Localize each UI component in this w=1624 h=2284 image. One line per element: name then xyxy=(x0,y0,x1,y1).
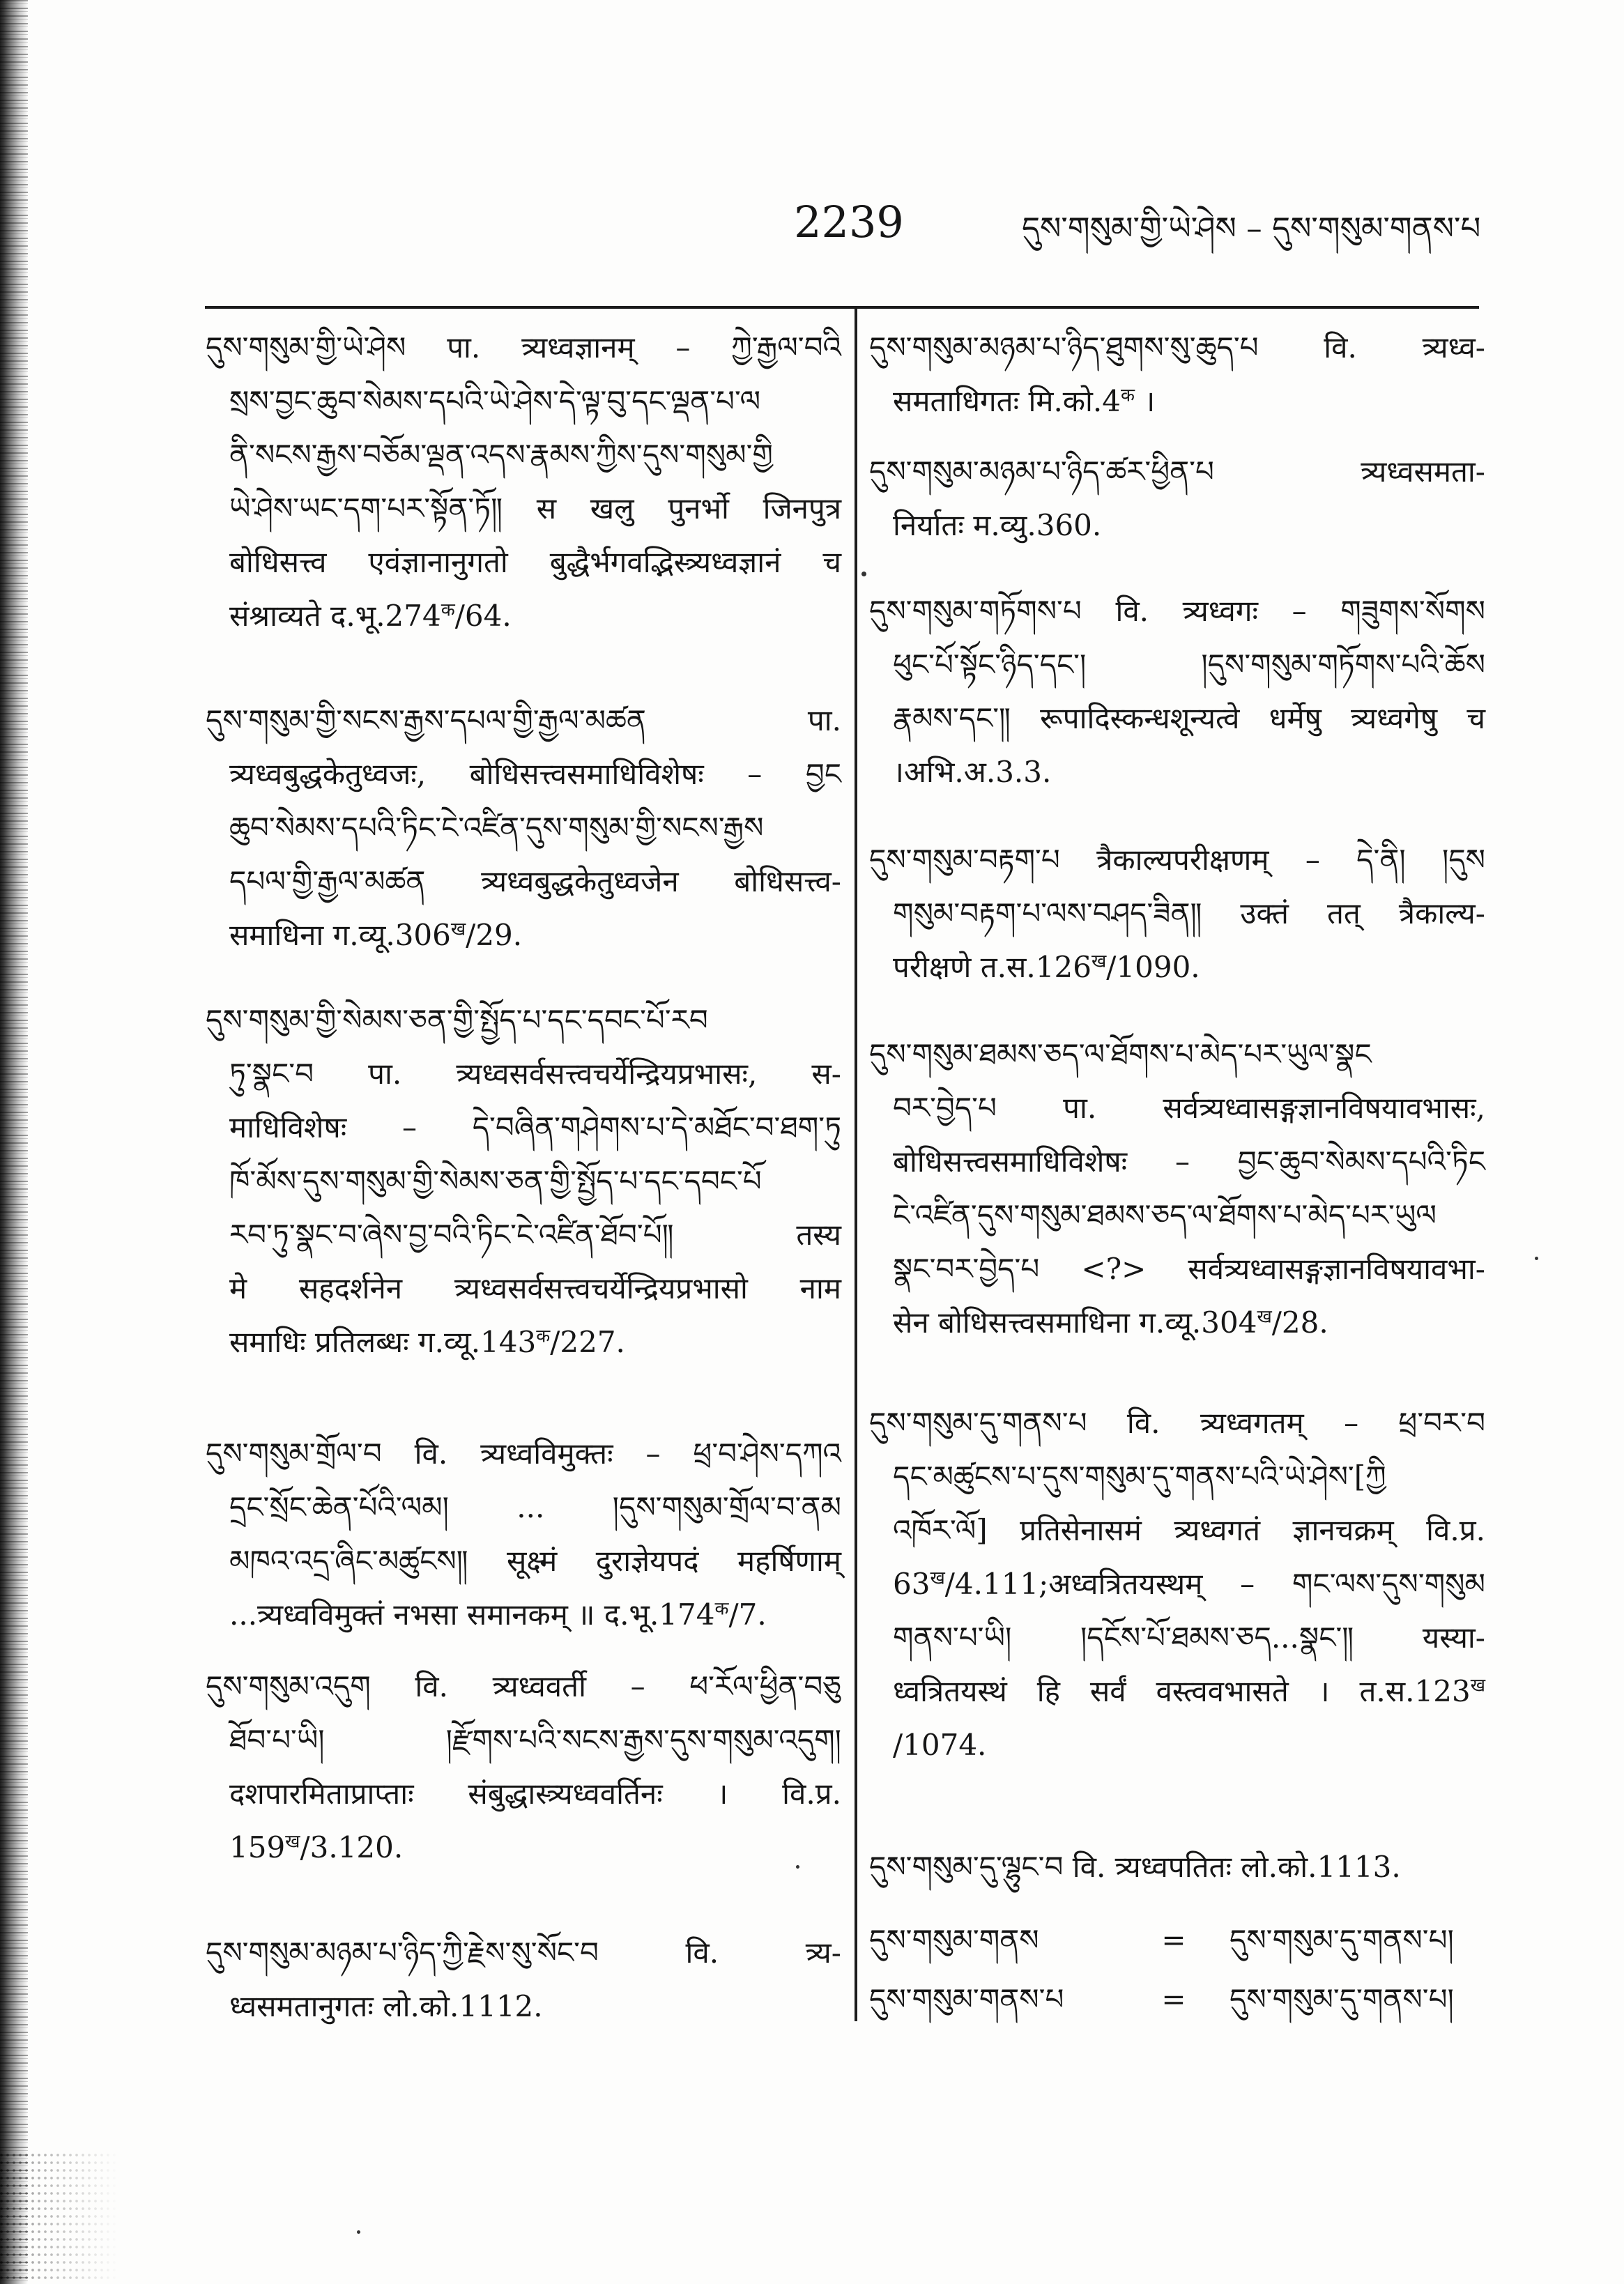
entry-text: /1074. xyxy=(893,1728,987,1762)
entry-line xyxy=(869,1718,1485,1772)
entry-text: ཏུ་སྣང་བ पा. त्र्यध्वसर्वसत्त्वचर्येन्द्रियप्रभासः, स- xyxy=(229,1057,841,1091)
entry-text: /3.120. xyxy=(300,1830,404,1864)
entry-text: དུས་གསུམ་དུ་ལྷུང་བ वि. त्र्यध्वपतितः लो.को.1113. xyxy=(869,1850,1401,1884)
equals-sign: = xyxy=(1161,1923,1186,1957)
entry-text: माधिविशेषः – དེ་བཞིན་གཤེགས་པ་དེ་མཐོང་བ་ཐག་ཏུ xyxy=(229,1110,841,1144)
entry-text: ཕུང་པོ་སྟོང་ཉིད་དང་། །དུས་གསུམ་གཏོགས་པའི་ཆོས xyxy=(893,647,1485,682)
entry-text: /227. xyxy=(550,1325,625,1359)
entry-line xyxy=(869,1081,1485,1135)
entry-text: मे सहदर्शनेन त्र्यध्वसर्वसत्त्वचर्येन्द्रियप्रभासो नाम xyxy=(229,1271,841,1305)
entry-text: དུས་གསུམ་མཉམ་པ་ཉིད་ཀྱི་རྗེས་སུ་སོང་བ वि. त्र्य- xyxy=(206,1936,841,1970)
entry-text: ध्वसमतानुगतः लो.को.1112. xyxy=(229,1989,543,2023)
entry-line xyxy=(206,428,841,482)
entry-headline xyxy=(206,321,841,374)
entry-text: རྣམས་དང་༎ रूपादिस्कन्धशून्यत्वे धर्मेषु त्र्यध्वगेषु च xyxy=(893,701,1485,735)
entry-line xyxy=(206,854,841,908)
entry-text: གསུམ་བརྟག་པ་ལས་བཤད་ཟིན༎ उक्तं तत् त्रैकाल्य- xyxy=(893,896,1485,930)
entry-text: समाधिना ग.व्यू.306 xyxy=(229,918,451,952)
page-number: 2239 xyxy=(794,197,904,247)
entry-text: ཁོ་མོས་དུས་གསུམ་གྱི་སེམས་ཅན་གྱི་སྤྱོད་པ་དང་དབང་པོ xyxy=(229,1164,762,1198)
dictionary-entry xyxy=(206,1926,841,2033)
entry-headline xyxy=(869,584,1485,638)
entry-line xyxy=(206,1154,841,1208)
dictionary-entry xyxy=(206,693,841,962)
entry-headline xyxy=(869,445,1485,498)
entry-line xyxy=(869,374,1485,428)
entry-line xyxy=(206,1480,841,1534)
scan-speck xyxy=(1535,1257,1538,1260)
entry-text: ནི་སངས་རྒྱས་བཅོམ་ལྡན་འདས་རྣམས་ཀྱིས་དུས་གསུམ་གྱི xyxy=(229,438,773,472)
entry-line xyxy=(869,745,1485,799)
entry-line xyxy=(206,1047,841,1101)
entry-headline xyxy=(206,693,841,747)
entry-line xyxy=(206,589,841,643)
entry-line xyxy=(869,1242,1485,1296)
entry-line xyxy=(206,535,841,589)
entry-text: ཐོབ་པ་ཡི། །རྫོགས་པའི་སངས་རྒྱས་དུས་གསུམ་འདུག། xyxy=(229,1723,841,1757)
folio-side-superscript: ख xyxy=(1091,951,1107,972)
entry-text: ध्वत्रितयस्थं हि सर्वं वस्त्ववभासते । त.स.123 xyxy=(893,1674,1471,1708)
entry-text: बोधिसत्त्व एवंज्ञानानुगतो बुद्धैर्भगवद्भिस्त्र्यध्वज्ञानं च xyxy=(229,545,841,579)
entry-text: सेन बोधिसत्त्वसमाधिना ग.व्यू.304 xyxy=(893,1305,1257,1340)
entry-line xyxy=(206,1315,841,1369)
entry-line xyxy=(869,1611,1485,1664)
entry-text: གནས་པ་ཡི། །དངོས་པོ་ཐམས་ཅད...སྣང་༎ यस्या- xyxy=(893,1620,1485,1655)
entry-headline xyxy=(869,833,1485,887)
entry-text: संश्राव्यते द.भू.274 xyxy=(229,599,441,633)
entry-text: ཆུབ་སེམས་དཔའི་ཏིང་ངེ་འཛིན་དུས་གསུམ་གྱི་སངས་རྒྱས xyxy=(229,811,764,845)
column-divider xyxy=(855,309,857,2021)
entry-headline xyxy=(869,1840,1485,1894)
entry-line xyxy=(206,1821,841,1874)
entry-text: परीक्षणे त.स.126 xyxy=(893,950,1091,984)
folio-side-superscript: ख xyxy=(450,919,466,940)
folio-side-superscript: क xyxy=(714,1598,729,1620)
entry-text: ཡེ་ཤེས་ཡང་དག་པར་སྟོན་ཏོ༎ स खलु पुनर्भो जिनपुत्र xyxy=(229,491,841,526)
entry-text: བར་བྱེད་པ पा. सर्वत्र्यध्वासङ्गज्ञानविषयावभासः, xyxy=(893,1091,1485,1125)
entry-line xyxy=(869,1664,1485,1718)
entry-headline xyxy=(869,1396,1485,1450)
entry-line xyxy=(206,1713,841,1767)
entry-text: /7. xyxy=(728,1597,767,1632)
folio-side-superscript: ख xyxy=(285,1831,300,1853)
dictionary-entry xyxy=(869,584,1485,799)
entry-text: 159 xyxy=(229,1830,286,1864)
entry-text: མཁའ་འདྲ་ཞིང་མཚུངས༎ सूक्ष्मं दुराज्ञेयपदं महर्षिणाम् xyxy=(229,1544,841,1578)
entry-line xyxy=(869,1503,1485,1557)
entry-line xyxy=(206,1534,841,1588)
dictionary-entry xyxy=(206,1427,841,1641)
dictionary-entry xyxy=(206,993,841,1369)
entry-line xyxy=(869,940,1485,994)
entry-line xyxy=(206,1979,841,2033)
cross-reference-headword: དུས་གསུམ་གནས xyxy=(869,1923,1039,1957)
folio-side-superscript: क xyxy=(536,1326,551,1347)
entry-text: སྣང་བར་བྱེད་པ <?> सर्वत्र्यध्वासङ्गज्ञानविषयावभा- xyxy=(893,1252,1485,1286)
scan-edge-shadow xyxy=(0,0,28,2284)
dictionary-entry xyxy=(869,321,1485,428)
entry-headline xyxy=(206,1926,841,1979)
entry-line xyxy=(206,1767,841,1821)
entry-text: སྲས་བྱང་ཆུབ་སེམས་དཔའི་ཡེ་ཤེས་དེ་ལྟ་བུ་དང་ལྡན་པ་ལ xyxy=(229,384,761,418)
scan-corner-speckle xyxy=(0,2154,118,2284)
entry-text: དྲང་སྲོང་ཆེན་པོའི་ལམ། ... །དུས་གསུམ་གྲོལ་བ་ནམ xyxy=(229,1490,841,1524)
entry-text: དུས་གསུམ་མཉམ་པ་ཉིད་ཚར་ཕྱིན་པ त्र्यध्वसमता- xyxy=(869,454,1485,489)
entry-line xyxy=(206,482,841,535)
scan-speck xyxy=(861,572,866,576)
entry-line xyxy=(869,887,1485,940)
entry-line xyxy=(869,691,1485,745)
entry-text: དུས་གསུམ་གྱི་སངས་རྒྱས་དཔལ་གྱི་རྒྱལ་མཚན पा. xyxy=(206,703,841,737)
scan-speck xyxy=(357,2230,360,2234)
entry-text: དུས་གསུམ་མཉམ་པ་ཉིད་ཐུགས་སུ་ཆུད་པ वि. त्र्यध्व- xyxy=(869,330,1485,365)
entry-text: དུས་གསུམ་བརྟག་པ त्रैकाल्यपरीक्षणम् – དེ་ནི། །དུས xyxy=(869,843,1485,877)
entry-text: /1090. xyxy=(1106,950,1200,984)
entry-text: འཁོར་ལོ] प्रतिसेनासमं त्र्यध्वगतं ज्ञानचक्रम् वि.प्र. xyxy=(893,1513,1485,1547)
entry-text: 63 xyxy=(893,1567,930,1601)
dictionary-entry xyxy=(206,1660,841,1874)
entry-text: ।अभि.अ.3.3. xyxy=(893,755,1052,789)
cross-reference-target: དུས་གསུམ་དུ་གནས་པ། xyxy=(1230,1982,1454,2016)
cross-reference-entry xyxy=(869,1972,1485,2026)
dictionary-entry xyxy=(869,1396,1485,1772)
entry-line xyxy=(206,908,841,962)
entry-line xyxy=(206,747,841,801)
entry-text: /4.111;अध्वत्रितयस्थम् – གང་ལས་དུས་གསུམ xyxy=(944,1567,1485,1601)
header-rule xyxy=(205,306,1479,309)
folio-side-superscript: ख xyxy=(930,1568,945,1589)
entry-text: /64. xyxy=(454,599,512,633)
entry-line xyxy=(869,1296,1485,1349)
entry-headline xyxy=(206,1660,841,1713)
entry-line xyxy=(206,1101,841,1154)
cross-reference-headword: དུས་གསུམ་གནས་པ xyxy=(869,1982,1064,2016)
running-head: དུས་གསུམ་གྱི་ཡེ་ཤེས – དུས་གསུམ་གནས་པ xyxy=(1022,210,1481,247)
entry-text: निर्यातः म.व्यु.360. xyxy=(893,508,1102,542)
entry-text: དུས་གསུམ་གྲོལ་བ वि. त्र्यध्वविमुक्तः – ཕྲ་བ་ཤེས་དཀའ xyxy=(206,1436,841,1471)
equals-sign: = xyxy=(1161,1982,1186,2016)
folio-side-superscript: ख xyxy=(1257,1306,1272,1328)
entry-text: དུས་གསུམ་ཐམས་ཅད་ལ་ཐོགས་པ་མེད་པར་ཡུལ་སྣང xyxy=(869,1037,1372,1071)
entry-headline xyxy=(869,321,1485,374)
dictionary-entry xyxy=(206,321,841,643)
entry-text: /29. xyxy=(466,918,523,952)
entry-text: དུས་གསུམ་དུ་གནས་པ वि. त्र्यध्वगतम् – ཕྲ་བར་བ xyxy=(869,1406,1485,1440)
dictionary-entry xyxy=(869,445,1485,552)
entry-text: बोधिसत्त्वसमाधिविशेषः – བྱང་ཆུབ་སེམས་དཔའི་ཏིང xyxy=(893,1144,1485,1179)
entry-headline xyxy=(206,993,841,1047)
entry-line xyxy=(869,1557,1485,1611)
entry-line xyxy=(206,1588,841,1641)
entry-line xyxy=(869,498,1485,552)
cross-reference-target: དུས་གསུམ་དུ་གནས་པ། xyxy=(1230,1923,1454,1957)
entry-line xyxy=(869,1450,1485,1503)
entry-line xyxy=(869,1135,1485,1188)
entry-line xyxy=(206,801,841,854)
cross-reference-entry xyxy=(869,1913,1485,1967)
entry-line xyxy=(869,638,1485,691)
entry-text: དུས་གསུམ་གྱི་ཡེ་ཤེས पा. त्र्यध्वज्ञानम् – ཀྱེ་རྒྱལ་བའི xyxy=(206,330,841,365)
entry-text: ...त्र्यध्वविमुक्तं नभसा समानकम् ॥ द.भू.174 xyxy=(229,1597,715,1632)
dictionary-entry xyxy=(869,1027,1485,1349)
entry-text: दशपारमिताप्राप्ताः संबुद्धास्त्र्यध्ववर्तिनः । वि.प्र. xyxy=(229,1777,841,1811)
entry-text: । xyxy=(1135,384,1156,418)
entry-text: དུས་གསུམ་གཏོགས་པ वि. त्र्यध्वगः – གཟུགས་སོགས xyxy=(869,594,1485,628)
entry-text: /28. xyxy=(1271,1305,1328,1340)
entry-text: དཔལ་གྱི་རྒྱལ་མཚན त्र्यध्वबुद्धकेतुध्वजेन बोधिसत्त्व- xyxy=(229,864,841,898)
folio-side-superscript: क xyxy=(1121,385,1135,406)
dictionary-entry xyxy=(869,1840,1485,1894)
entry-line xyxy=(206,374,841,428)
entry-text: समताधिगतः मि.को.4 xyxy=(893,384,1121,418)
entry-text: त्र्यध्वबुद्धकेतुध्वजः, बोधिसत्त्वसमाधिविशेषः – བྱང xyxy=(229,757,841,791)
entry-line xyxy=(869,1188,1485,1242)
dictionary-entry xyxy=(869,833,1485,994)
folio-side-superscript: ख xyxy=(1470,1675,1485,1696)
entry-text: དུས་གསུམ་འདུག वि. त्र्यध्ववर्ती – ཕ་རོལ་ཕྱིན་བཅུ xyxy=(206,1669,841,1703)
entry-line xyxy=(206,1262,841,1315)
folio-side-superscript: क xyxy=(441,599,455,621)
entry-text: དང་མཚུངས་པ་དུས་གསུམ་དུ་གནས་པའི་ཡེ་ཤེས་[ཀྱི xyxy=(893,1459,1386,1494)
entry-text: རབ་ཏུ་སྣང་བ་ཞེས་བྱ་བའི་ཏིང་ངེ་འཛིན་ཐོབ་པོ༎ तस्य xyxy=(229,1218,841,1252)
entry-text: समाधिः प्रतिलब्धः ग.व्यू.143 xyxy=(229,1325,537,1359)
entry-text: ངེ་འཛིན་དུས་གསུམ་ཐམས་ཅད་ལ་ཐོགས་པ་མེད་པར་ཡུལ xyxy=(893,1198,1437,1232)
entry-headline xyxy=(869,1027,1485,1081)
entry-headline xyxy=(206,1427,841,1480)
entry-text: དུས་གསུམ་གྱི་སེམས་ཅན་གྱི་སྤྱོད་པ་དང་དབང་པོ་རབ xyxy=(206,1003,708,1037)
entry-line xyxy=(206,1208,841,1262)
